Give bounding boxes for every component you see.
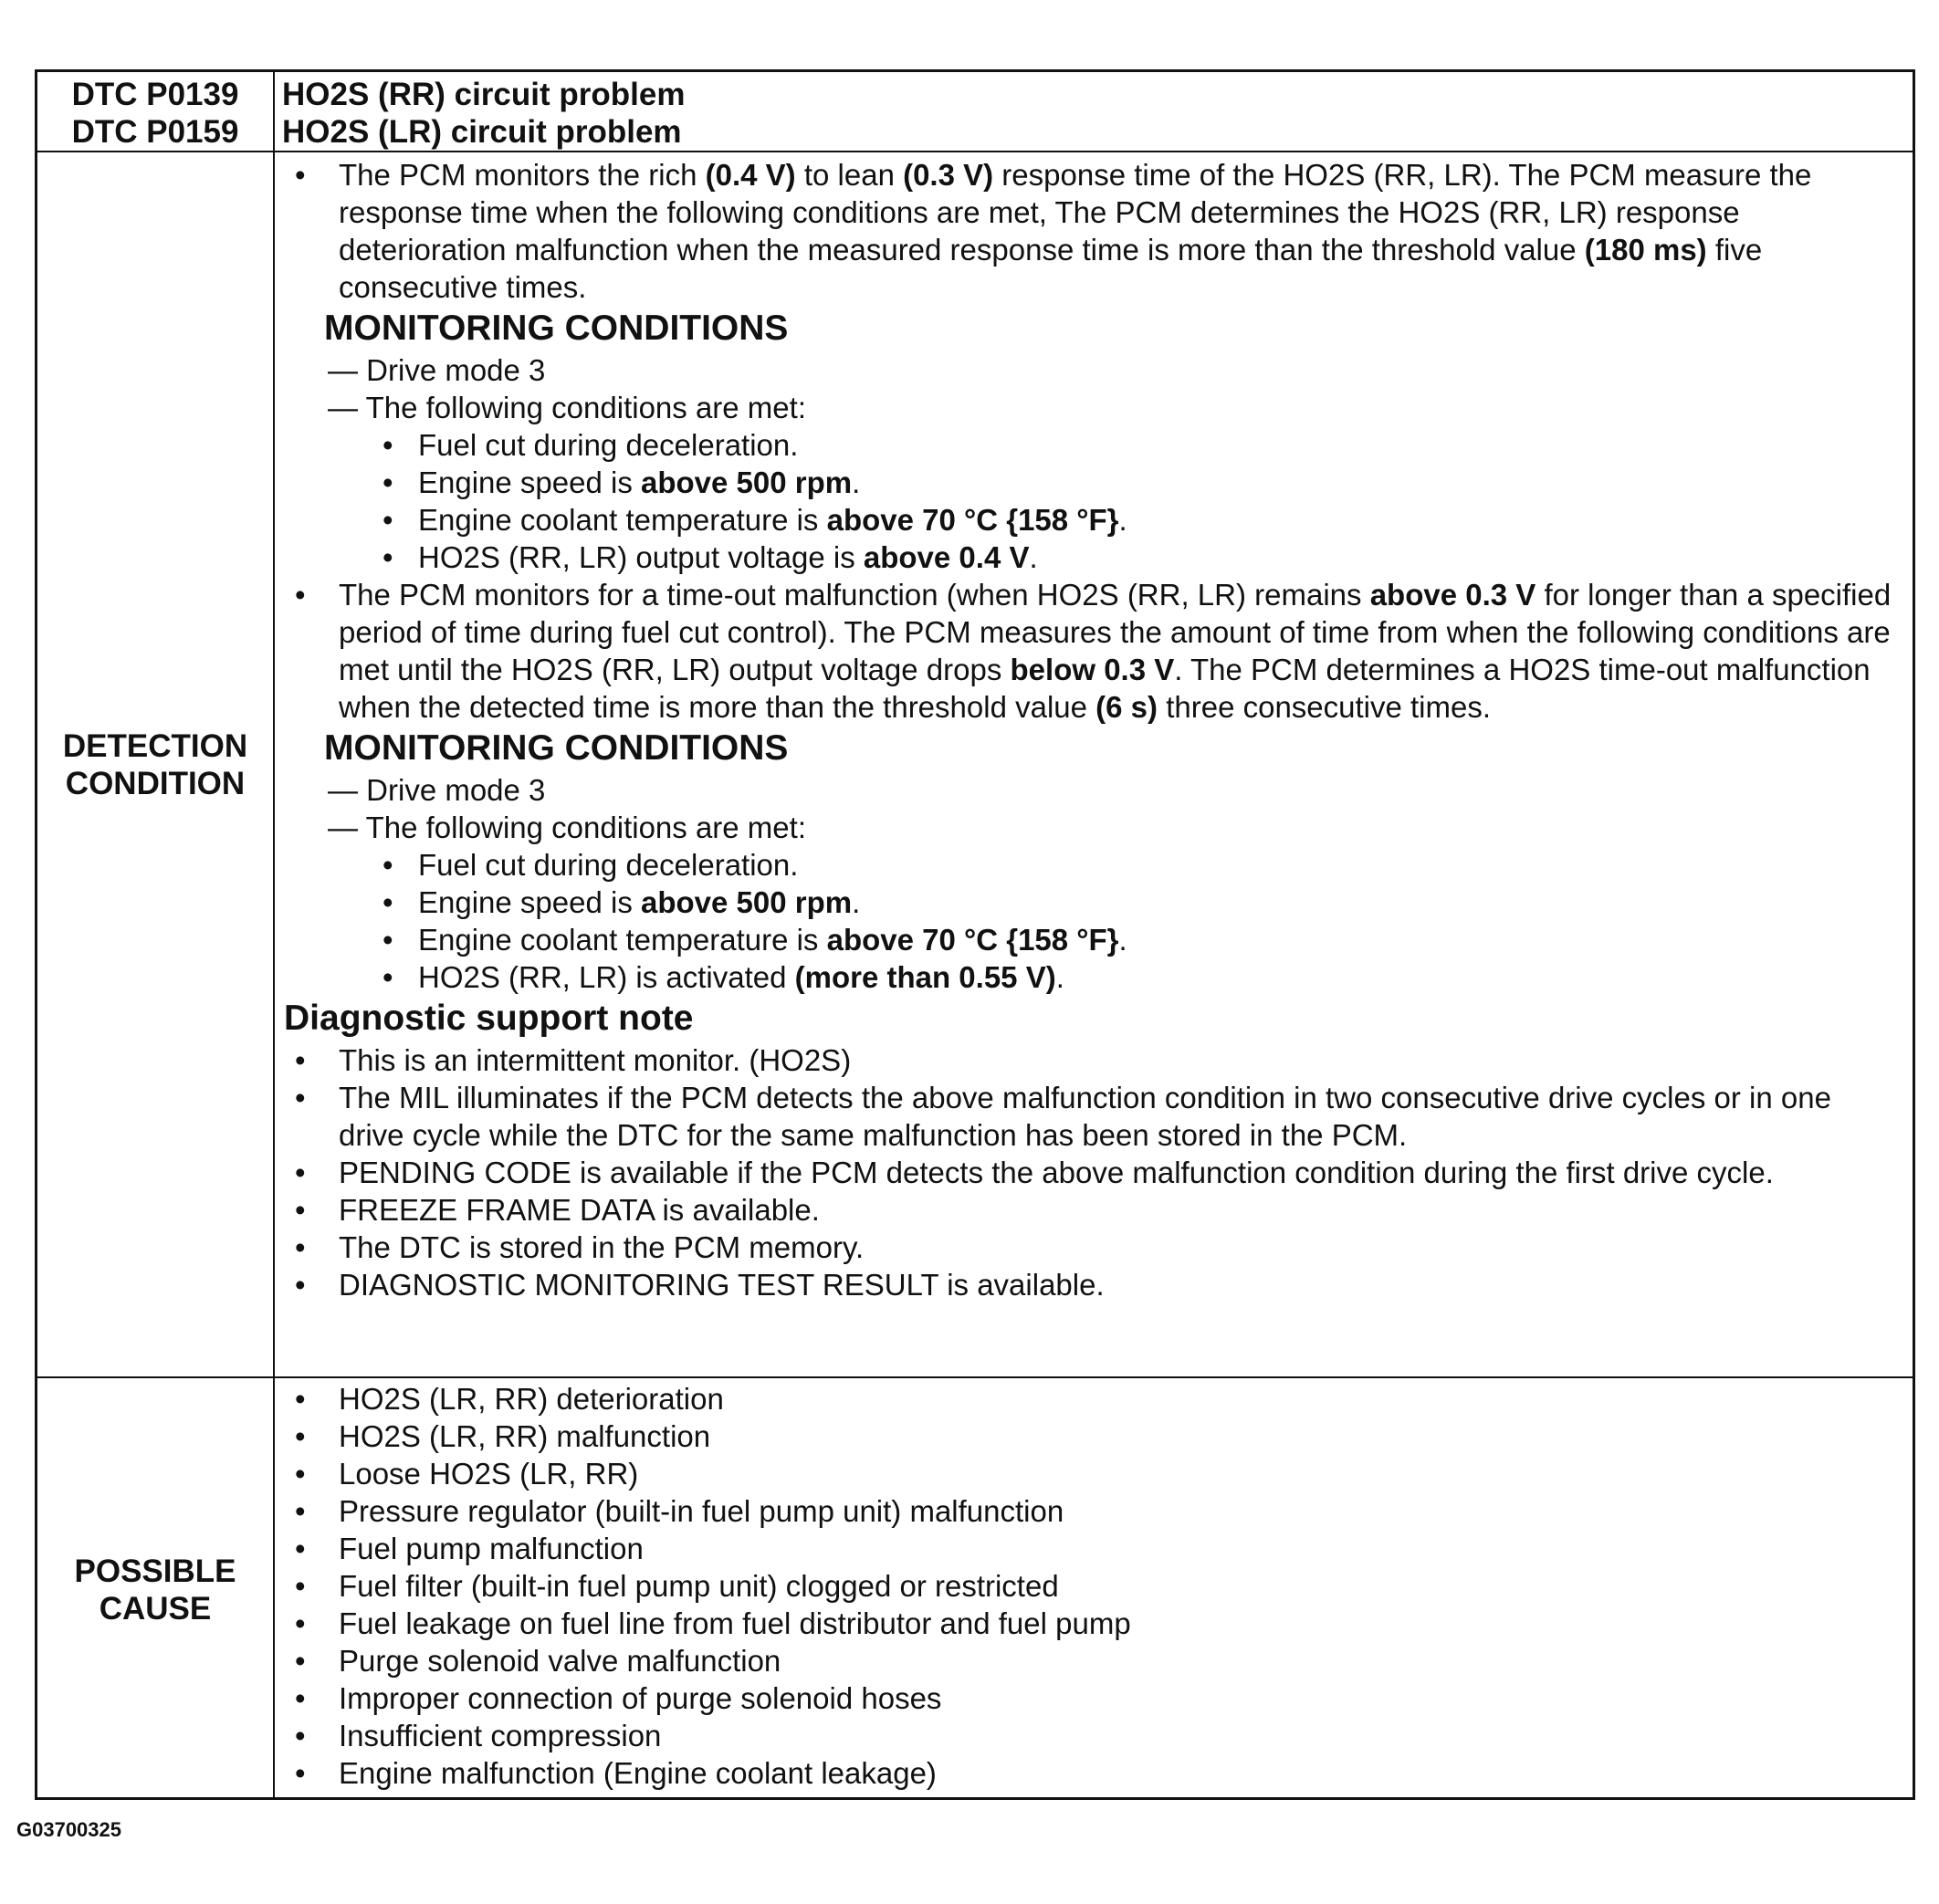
column-divider: [273, 72, 275, 1797]
cause-item: • Fuel pump malfunction: [282, 1530, 1903, 1567]
possible-cause-content: [282, 1380, 1903, 1792]
note-item: • FREEZE FRAME DATA is available.: [282, 1191, 1903, 1229]
sub-condition: • Engine speed is above 500 rpm.: [282, 464, 1903, 501]
dtc-description-cell: [282, 76, 1903, 151]
note-item: • PENDING CODE is available if the PCM detects the above malfunction condition during the first drive cycle.: [282, 1154, 1903, 1191]
condition-line: — The following conditions are met:: [328, 811, 806, 844]
dtc-codes-cell: [37, 76, 273, 151]
dtc-table: [35, 69, 1915, 1800]
detection-bullet-time-out: • The PCM monitors for a time-out malfunction (when HO2S (RR, LR) remains above 0.3 V for longer than a specified period of time during fuel cut control). The PCM measures the amount of time from when the following conditions are met until the HO2S (RR, LR) output voltage drops below 0.3 V. The PCM determines a HO2S time-out malfunction when the detected time is more than the threshold value (6 s) three consecutive times.: [282, 576, 1903, 726]
condition-line: — Drive mode 3: [328, 353, 546, 387]
sub-condition: • HO2S (RR, LR) is activated (more than 0.55 V).: [282, 958, 1903, 996]
cause-item: • Pressure regulator (built-in fuel pump unit) malfunction: [282, 1492, 1903, 1530]
dtc-code: DTC P0139: [71, 77, 239, 112]
sub-condition: • Engine speed is above 500 rpm.: [282, 884, 1903, 921]
condition-line: — Drive mode 3: [328, 773, 546, 807]
row-divider-detection: [37, 1376, 1913, 1378]
cause-item: • HO2S (LR, RR) deterioration: [282, 1380, 1903, 1418]
row-divider-header: [37, 151, 1913, 152]
note-item: • DIAGNOSTIC MONITORING TEST RESULT is available.: [282, 1266, 1903, 1303]
detection-condition-label: DETECTION CONDITION: [62, 728, 248, 801]
cause-item: • Improper connection of purge solenoid hoses: [282, 1679, 1903, 1717]
cause-item: • Fuel leakage on fuel line from fuel distributor and fuel pump: [282, 1605, 1903, 1642]
dtc-code: DTC P0159: [71, 114, 239, 150]
cause-item: • Fuel filter (built-in fuel pump unit) clogged or restricted: [282, 1567, 1903, 1605]
cause-item: • Loose HO2S (LR, RR): [282, 1455, 1903, 1492]
figure-id: G03700325: [16, 1818, 121, 1841]
detection-condition-content: [282, 156, 1903, 1303]
diagnostic-support-note-heading: Diagnostic support note: [284, 999, 694, 1038]
note-item: • The MIL illuminates if the PCM detects the above malfunction condition in two consecutive drive cycles or in one drive cycle while the DTC for the same malfunction has been stored in the PCM.: [282, 1079, 1903, 1154]
dtc-description: HO2S (RR) circuit problem: [282, 77, 686, 112]
sub-condition: • Fuel cut during deceleration.: [282, 846, 1903, 884]
cause-item: • Insufficient compression: [282, 1717, 1903, 1754]
monitoring-conditions-heading: MONITORING CONDITIONS: [324, 728, 789, 768]
cause-item: • Engine malfunction (Engine coolant leakage): [282, 1754, 1903, 1792]
monitoring-conditions-heading: MONITORING CONDITIONS: [324, 309, 789, 348]
condition-line: — The following conditions are met:: [328, 391, 806, 424]
detection-bullet-response-time: • The PCM monitors the rich (0.4 V) to lean (0.3 V) response time of the HO2S (RR, LR). The PCM measure the response time when the following conditions are met, The PCM determines the HO2S (RR, LR) response deterioration malfunction when the measured response time is more than the threshold value (180 ms) five consecutive times.: [282, 156, 1903, 306]
possible-cause-label: POSSIBLE CAUSE: [74, 1554, 236, 1627]
dtc-description: HO2S (LR) circuit problem: [282, 114, 682, 150]
sub-condition: • Engine coolant temperature is above 70 °C {158 °F}.: [282, 921, 1903, 958]
note-item: • This is an intermittent monitor. (HO2S): [282, 1041, 1903, 1079]
sub-condition: • Engine coolant temperature is above 70 °C {158 °F}.: [282, 501, 1903, 539]
cause-item: • HO2S (LR, RR) malfunction: [282, 1418, 1903, 1455]
sub-condition: • HO2S (RR, LR) output voltage is above 0.4 V.: [282, 539, 1903, 576]
note-item: • The DTC is stored in the PCM memory.: [282, 1229, 1903, 1266]
cause-item: • Purge solenoid valve malfunction: [282, 1642, 1903, 1679]
sub-condition: • Fuel cut during deceleration.: [282, 426, 1903, 464]
